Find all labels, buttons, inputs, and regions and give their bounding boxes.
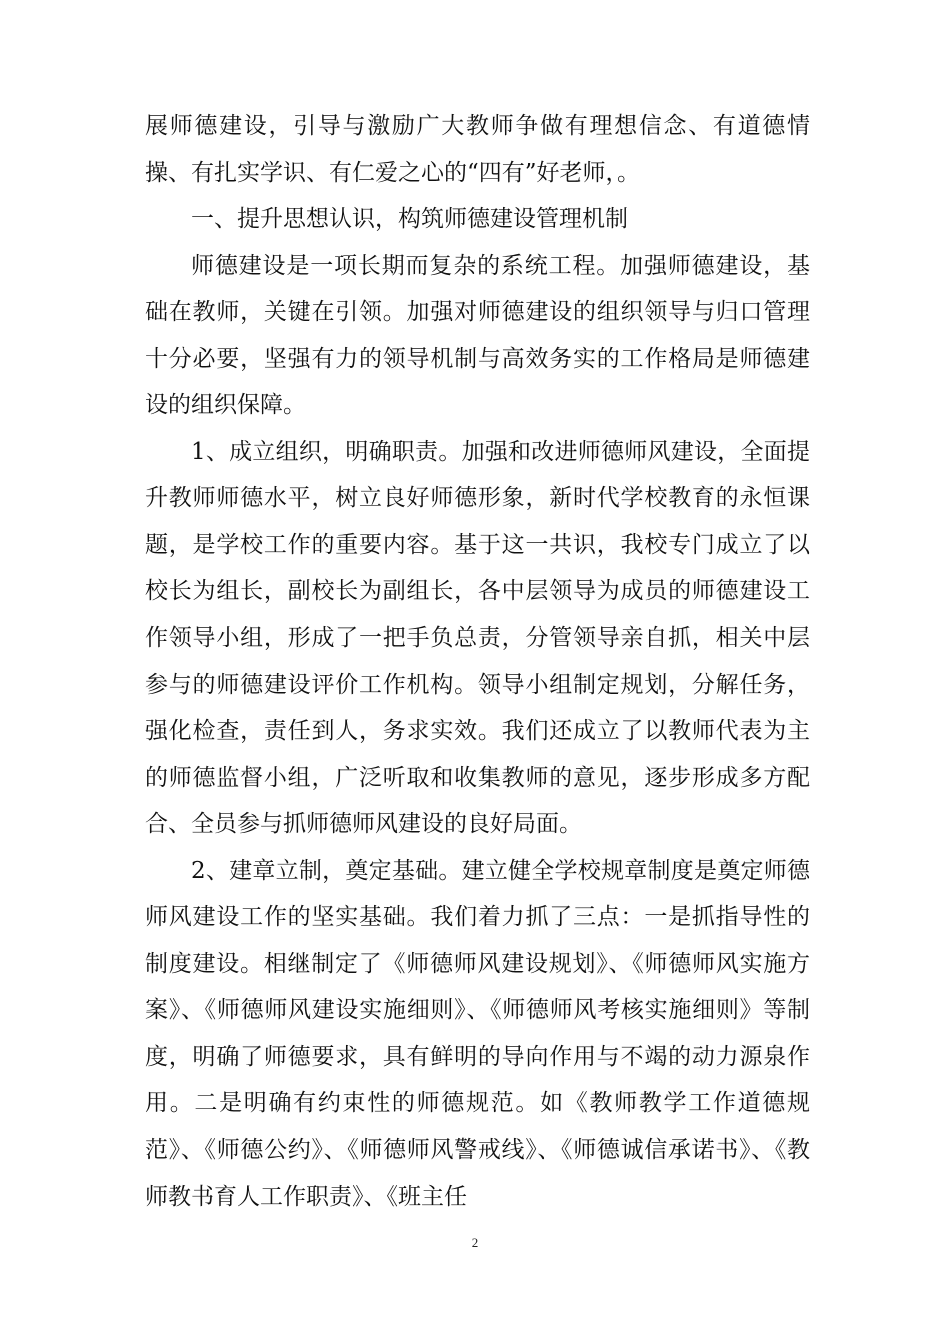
paragraph-1: 展师德建设，引导与激励广大教师争做有理想信念、有道德情操、有扎实学识、有仁爱之心的“四有”好老师，。 (145, 113, 810, 186)
section-heading: 一、提升思想认识，构筑师德建设管理机制 (191, 206, 628, 233)
paragraph-3: 1、成立组织，明确职责。加强和改进师德师风建设，全面提升教师师德水平，树立良好师德形象，新时代学校教育的永恒课题，是学校工作的重要内容。基于这一共识，我校专门成立了以校长为组长，副校长为副组长，各中层领导为成员的师德建设工作领导小组，形成了一把手负总责，分管领导亲自抓，相关中层参与的师德建设评价工作机构。领导小组制定规划，分解任务，强化检查，责任到人，务求实效。我们还成立了以教师代表为主的师德监督小组，广泛听取和收集教师的意见，逐步形成多方配合、全员参与抓师德师风建设的良好局面。 (145, 438, 810, 838)
paragraph-2: 师德建设是一项长期而复杂的系统工程。加强师德建设，基础在教师，关键在引领。加强对师德建设的组织领导与归口管理十分必要，坚强有力的领导机制与高效务实的工作格局是师德建设的组织保障。 (145, 252, 810, 419)
page-number: 2 (471, 1235, 479, 1250)
body-text (145, 103, 810, 1220)
paragraph-4: 2、建章立制，奠定基础。建立健全学校规章制度是奠定师德师风建设工作的坚实基础。我们着力抓了三点：一是抓指导性的制度建设。相继制定了《师德师风建设规划》、《师德师风实施方案》、《师德师风建设实施细则》、《师德师风考核实施细则》等制度，明确了师德要求，具有鲜明的导向作用与不竭的动力源泉作用。二是明确有约束性的师德规范。如《教师教学工作道德规范》、《师德公约》、《师德师风警戒线》、《师德诚信承诺书》、《教师教书育人工作职责》、《班主任 (145, 857, 810, 1210)
